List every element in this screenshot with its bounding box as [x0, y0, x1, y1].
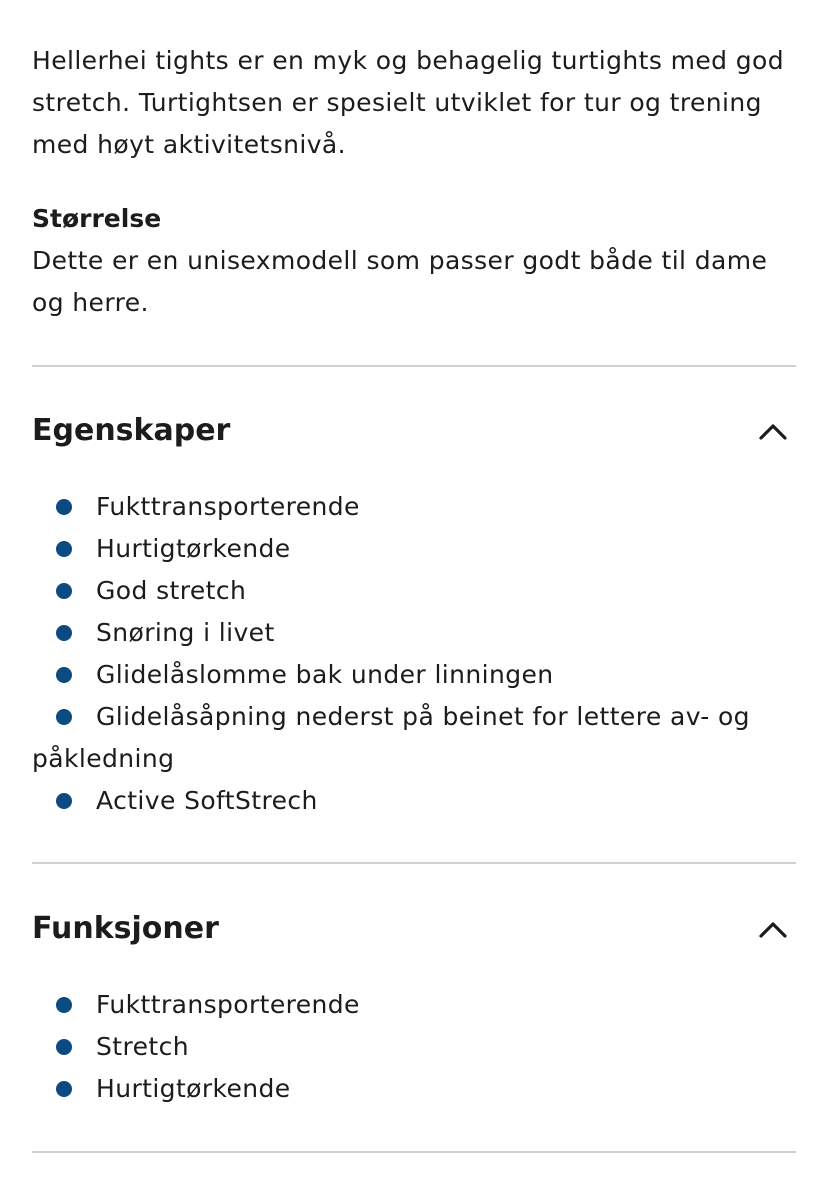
list-item: Hurtigtørkende: [32, 528, 796, 570]
functions-list: [32, 984, 796, 1110]
section-title-funksjoner[interactable]: Funksjoner: [32, 911, 219, 946]
bullet-icon: [56, 793, 72, 809]
bullet-icon: [56, 499, 72, 515]
bullet-icon: [56, 1039, 72, 1055]
bullet-icon: [56, 997, 72, 1013]
list-item: Hurtigtørkende: [32, 1068, 796, 1110]
bullet-icon: [56, 625, 72, 641]
list-item: Fukttransporterende: [32, 984, 796, 1026]
section-title-egenskaper[interactable]: Egenskaper: [32, 413, 231, 448]
chevron-up-icon[interactable]: [758, 919, 788, 939]
size-text: Dette er en unisexmodell som passer godt både til dame og herre.: [32, 246, 768, 317]
list-item: Glidelåsåpning nederst på beinet for lettere av- og påkledning: [32, 702, 750, 773]
divider: [32, 365, 796, 367]
divider: [32, 1151, 796, 1153]
features-list: [32, 486, 796, 822]
list-item: Stretch: [32, 1026, 796, 1068]
bullet-icon: [56, 1081, 72, 1097]
bullet-icon: [56, 583, 72, 599]
chevron-up-icon[interactable]: [758, 421, 788, 441]
product-description: Hellerhei tights er en myk og behagelig turtights med god stretch. Turtightsen er spesielt utviklet for tur og trening med høyt aktivitetsnivå.: [32, 46, 785, 159]
list-item: Fukttransporterende: [32, 486, 796, 528]
list-item: God stretch: [32, 570, 796, 612]
list-item: Snøring i livet: [32, 612, 796, 654]
bullet-icon: [56, 541, 72, 557]
bullet-icon: [56, 667, 72, 683]
divider: [32, 862, 796, 864]
bullet-icon: [56, 709, 72, 725]
size-heading: Størrelse: [32, 204, 162, 233]
list-item: Active SoftStrech: [32, 780, 796, 822]
list-item: Glidelåslomme bak under linningen: [32, 654, 796, 696]
